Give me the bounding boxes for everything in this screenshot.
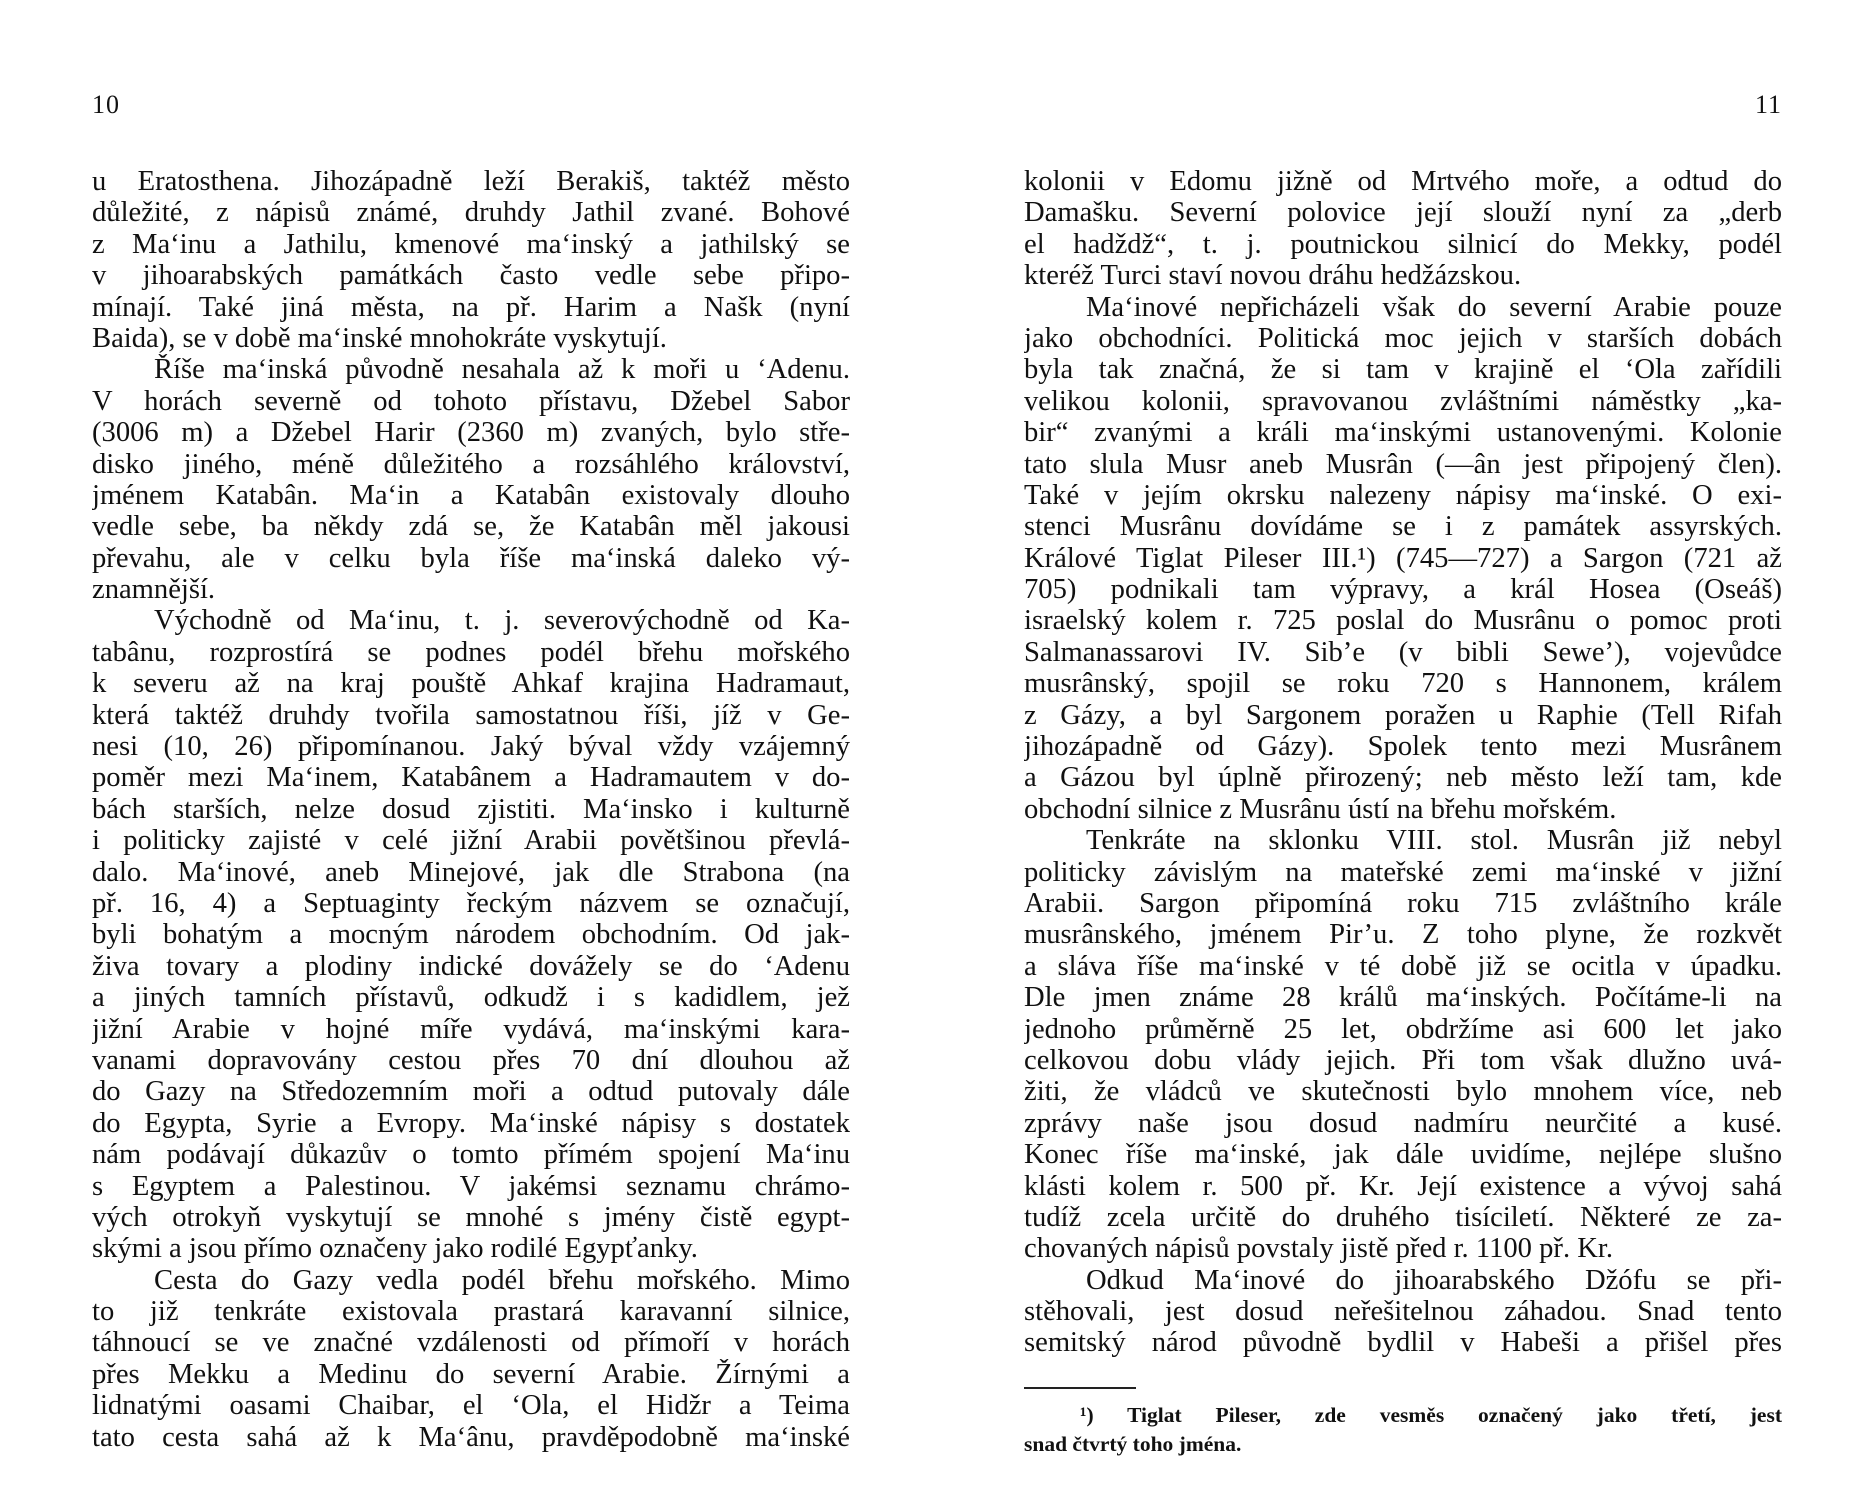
- text-line: převahu, ale v celku byla říše ma‘inská daleko vý-: [92, 542, 850, 574]
- text-line: Dle jmen známe 28 králů ma‘inských. Počítáme-li na: [1024, 982, 1782, 1014]
- text-line: Salmanassarovi IV. Sib’e (v bibli Sewe’), vojevůdce: [1024, 636, 1782, 668]
- text-line: vanami dopravovány cestou přes 70 dní dlouhou až: [92, 1044, 850, 1076]
- text-line: zprávy naše jsou dosud nadmíru neurčité a kusé.: [1024, 1107, 1782, 1139]
- text-line: kolonii v Edomu jižně od Mrtvého moře, a odtud do: [1024, 166, 1782, 197]
- text-line: semitský národ původně bydlil v Habeši a přišel přes: [1024, 1327, 1782, 1359]
- text-line: musrânský, spojil se roku 720 s Hannonem, králem: [1024, 668, 1782, 700]
- text-line: která taktéž druhdy tvořila samostatnou říši, jíž v Ge-: [92, 699, 850, 731]
- body-text: [1024, 166, 1782, 1359]
- text-line: Východně od Ma‘inu, t. j. severovýchodně od Ka-: [154, 605, 850, 637]
- text-line: jihozápadně od Gázy). Spolek tento mezi Musrânem: [1024, 731, 1782, 763]
- text-line: to již tenkráte existovala prastará karavanní silnice,: [92, 1296, 850, 1328]
- text-line: 705) podnikali tam výpravy, a král Hosea (Oseáš): [1024, 574, 1782, 606]
- text-line: Tenkráte na sklonku VIII. stol. Musrân již nebyl: [1086, 825, 1782, 857]
- text-line: a sláva říše ma‘inské v té době již se ocitla v úpadku.: [1024, 950, 1782, 982]
- text-line: byla tak značná, že si tam v krajině el ‘Ola zařídili: [1024, 354, 1782, 386]
- text-line: z Ma‘inu a Jathilu, kmenové ma‘inský a jathilský se: [92, 228, 850, 260]
- text-line: a Gázou byl úplně přirozený; neb město leží tam, kde: [1024, 762, 1782, 794]
- text-line: musrânského, jménem Pir’u. Z toho plyne, že rozkvět: [1024, 919, 1782, 951]
- footnote-line: ¹) Tiglat Pileser, zde vesměs označený jako třetí, jest: [1080, 1403, 1782, 1427]
- text-line: politicky závislým na mateřské zemi ma‘inské v jižní: [1024, 856, 1782, 888]
- text-line: V horách severně od tohoto přístavu, Džebel Sabor: [92, 385, 850, 417]
- page-number: 11: [1754, 90, 1782, 119]
- text-line: v jihoarabských památkách často vedle sebe připo-: [92, 260, 850, 292]
- text-line: a jiných tamních přístavů, odkudž i s kadidlem, jež: [92, 982, 850, 1014]
- text-line: Odkud Ma‘inové do jihoarabského Džófu se při-: [1086, 1264, 1782, 1296]
- text-line: žiti, že vládců ve skutečnosti bylo mnohem více, neb: [1024, 1076, 1782, 1108]
- text-line: Králové Tiglat Pileser III.¹) (745—727) a Sargon (721 až: [1024, 542, 1782, 574]
- text-line: př. 16, 4) a Septuaginty řeckým názvem se označují,: [92, 887, 850, 919]
- text-line: Ma‘inové nepřicházeli však do severní Arabie pouze: [1086, 291, 1782, 323]
- left-page: [92, 0, 850, 1500]
- text-line: táhnoucí se ve značné vzdálenosti od přímoří v horách: [92, 1327, 850, 1359]
- text-line: vedle sebe, ba někdy zdá se, že Katabân měl jakousi: [92, 511, 850, 543]
- text-line: poměr mezi Ma‘inem, Katabânem a Hadramautem v do-: [92, 762, 850, 794]
- text-line: dalo. Ma‘inové, aneb Minejové, jak dle Strabona (na: [92, 856, 850, 888]
- text-line: jednoho průměrně 25 let, obdržíme asi 600 let jako: [1024, 1013, 1782, 1045]
- text-line: vých otrokyň vyskytují se mnohé s jmény čistě egypt-: [92, 1201, 850, 1233]
- text-line: jižní Arabie v hojné míře vydává, ma‘inskými kara-: [92, 1013, 850, 1045]
- text-line: chovaných nápisů povstaly jistě před r. 1100 př. Kr.: [1024, 1233, 1613, 1265]
- text-line: Také v jejím okrsku nalezeny nápisy ma‘inské. O exi-: [1024, 479, 1782, 511]
- text-line: stěhovali, jest dosud neřešitelnou záhadou. Snad tento: [1024, 1296, 1782, 1328]
- text-line: velikou kolonii, spravovanou zvláštními náměstky „ka-: [1024, 385, 1782, 417]
- text-line: i politicky zajisté v celé jižní Arabii povětšinou převlá-: [92, 825, 850, 857]
- text-line: el hadždž“, t. j. poutnickou silnicí do Mekky, podél: [1024, 228, 1782, 260]
- text-line: do Gazy na Středozemním moři a odtud putovaly dále: [92, 1076, 850, 1108]
- text-line: k severu až na kraj pouště Ahkaf krajina Hadramaut,: [92, 668, 850, 700]
- page-number: 10: [92, 90, 120, 119]
- text-line: z Gázy, a byl Sargonem poražen u Raphie (Tell Rifah: [1024, 699, 1782, 731]
- text-line: jako obchodníci. Politická moc jejich v starších dobách: [1024, 322, 1782, 354]
- footnote-line: snad čtvrtý toho jména.: [1024, 1432, 1242, 1456]
- text-line: lidnatými oasami Chaibar, el ‘Ola, el Hidžr a Teima: [92, 1390, 850, 1422]
- text-line: Konec říše ma‘inské, jak dále uvidíme, nejlépe slušno: [1024, 1139, 1782, 1171]
- text-line: Říše ma‘inská původně nesahala až k moři u ‘Adenu.: [154, 354, 850, 386]
- text-line: do Egypta, Syrie a Evropy. Ma‘inské nápisy s dostatek: [92, 1107, 850, 1139]
- text-line: s Egyptem a Palestinou. V jakémsi seznamu chrámo-: [92, 1170, 850, 1202]
- text-line: Cesta do Gazy vedla podél břehu mořského. Mimo: [154, 1264, 850, 1296]
- body-text: [92, 166, 850, 1453]
- text-line: bir“ zvanými a králi ma‘inskými ustanovenými. Kolonie: [1024, 417, 1782, 449]
- text-line: byli bohatým a mocným národem obchodním. Od jak-: [92, 919, 850, 951]
- text-line: disko jiného, méně důležitého a rozsáhlého království,: [92, 448, 850, 480]
- text-line: Baida), se v době ma‘inské mnohokráte vyskytují.: [92, 322, 667, 354]
- text-line: Arabii. Sargon připomíná roku 715 zvláštního krále: [1024, 887, 1782, 919]
- text-line: živa tovary a plodiny indické dovážely se do ‘Adenu: [92, 950, 850, 982]
- footnote: [1024, 1401, 1782, 1459]
- text-line: nám podávají důkazův o tomto přímém spojení Ma‘inu: [92, 1139, 850, 1171]
- text-line: u Eratosthena. Jihozápadně leží Berakiš, taktéž město: [92, 166, 850, 197]
- text-line: tudíž zcela určitě do druhého tisíciletí. Některé ze za-: [1024, 1201, 1782, 1233]
- text-line: (3006 m) a Džebel Harir (2360 m) zvaných, bylo stře-: [92, 417, 850, 449]
- text-line: důležité, z nápisů známé, druhdy Jathil zvané. Bohové: [92, 197, 850, 229]
- text-line: bách starších, nelze dosud zjistiti. Ma‘insko i kulturně: [92, 793, 850, 825]
- text-line: klásti kolem r. 500 př. Kr. Její existence a vývoj sahá: [1024, 1170, 1782, 1202]
- text-line: kteréž Turci staví novou dráhu hedžázskou.: [1024, 260, 1522, 292]
- text-line: znamnější.: [92, 574, 216, 606]
- text-line: přes Mekku a Medinu do severní Arabie. Žírnými a: [92, 1358, 850, 1390]
- text-line: skými a jsou přímo označeny jako rodilé Egypťanky.: [92, 1233, 698, 1265]
- text-line: nesi (10, 26) připomínanou. Jaký býval vždy vzájemný: [92, 731, 850, 763]
- text-line: obchodní silnice z Musrânu ústí na břehu mořském.: [1024, 793, 1617, 825]
- right-page: [1024, 0, 1782, 1500]
- text-line: stenci Musrânu dovídáme se i z památek assyrských.: [1024, 511, 1782, 543]
- footnote-rule: [1024, 1387, 1136, 1389]
- text-line: mínají. Také jiná města, na př. Harim a Našk (nyní: [92, 291, 850, 323]
- text-line: tato slula Musr aneb Musrân (—ân jest připojený člen).: [1024, 448, 1782, 480]
- text-line: Damašku. Severní polovice její slouží nyní za „derb: [1024, 197, 1782, 229]
- text-line: celkovou dobu vlády jejich. Při tom však dlužno uvá-: [1024, 1044, 1782, 1076]
- text-line: israelský kolem r. 725 poslal do Musrânu o pomoc proti: [1024, 605, 1782, 637]
- text-line: jménem Katabân. Ma‘in a Katabân existovaly dlouho: [92, 479, 850, 511]
- text-line: tato cesta sahá až k Ma‘ânu, pravděpodobně ma‘inské: [92, 1421, 850, 1453]
- text-line: tabânu, rozprostírá se podnes podél břehu mořského: [92, 636, 850, 668]
